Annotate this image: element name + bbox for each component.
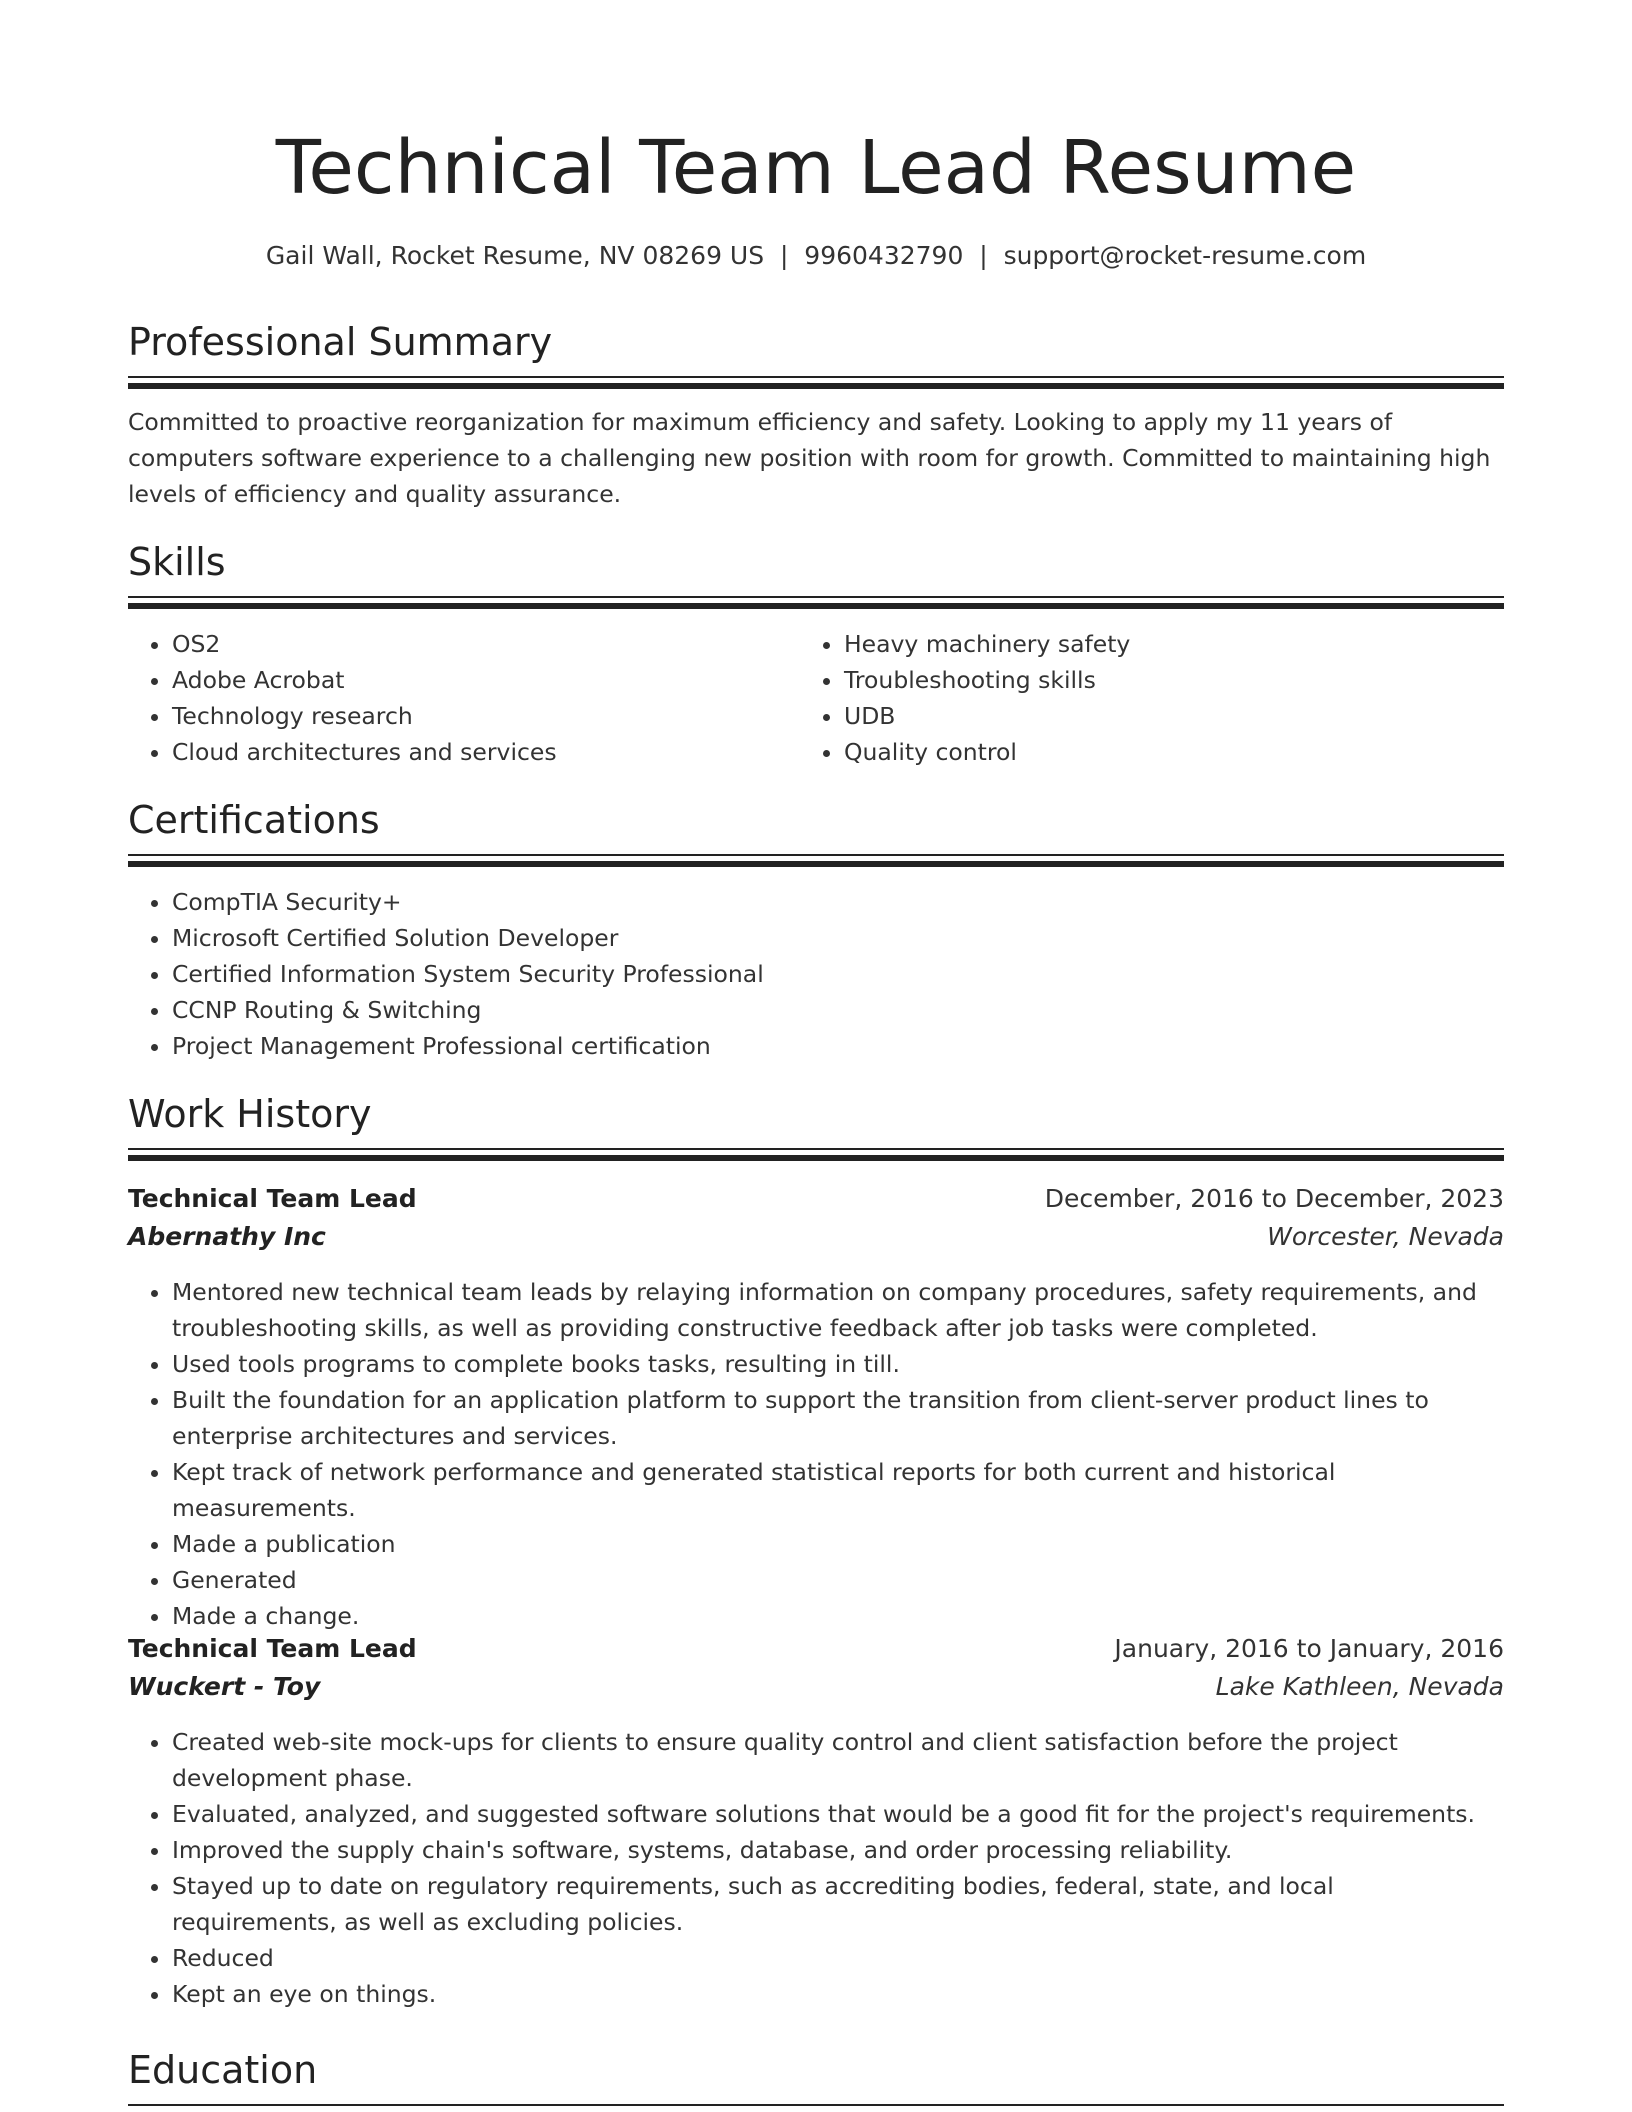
certification-item: • Certified Information System Security Professional	[172, 956, 1504, 992]
section-divider	[128, 376, 1504, 389]
skill-item: • Cloud architectures and services	[172, 734, 802, 770]
skill-item: • OS2	[172, 626, 802, 662]
section-heading-skills: Skills	[128, 540, 226, 584]
job-bullets	[128, 1724, 1504, 2012]
job-bullet: • Improved the supply chain's software, systems, database, and order processing reliability.	[172, 1832, 1504, 1868]
section-divider	[128, 2104, 1504, 2106]
job-location: Worcester, Nevada	[1267, 1222, 1504, 1251]
section-divider	[128, 854, 1504, 867]
job-header-row	[128, 1631, 1504, 1667]
skills-list-left	[128, 626, 802, 770]
job-company-row	[128, 1669, 1504, 1705]
certification-item: • Project Management Professional certification	[172, 1028, 1504, 1064]
job-bullets	[128, 1274, 1504, 1634]
job-company-row	[128, 1219, 1504, 1255]
job-bullet: • Kept track of network performance and generated statistical reports for both current and historical measurements.	[172, 1454, 1504, 1526]
job-bullet: • Made a change.	[172, 1598, 1504, 1634]
section-heading-certifications: Certifications	[128, 798, 380, 842]
job-title: Technical Team Lead	[128, 1184, 417, 1213]
certification-item: • CCNP Routing & Switching	[172, 992, 1504, 1028]
job-bullet: • Evaluated, analyzed, and suggested software solutions that would be a good fit for the project's requirements.	[172, 1796, 1504, 1832]
section-heading-work-history: Work History	[128, 1092, 372, 1136]
job-bullet: • Stayed up to date on regulatory requirements, such as accrediting bodies, federal, state, and local requirements, as well as excluding policies.	[172, 1868, 1504, 1940]
job-bullet: • Reduced	[172, 1940, 1504, 1976]
job-bullet: • Built the foundation for an application platform to support the transition from client-server product lines to enterprise architectures and services.	[172, 1382, 1504, 1454]
job-bullet: • Mentored new technical team leads by relaying information on company procedures, safety requirements, and troubleshooting skills, as well as providing constructive feedback after job tasks were completed.	[172, 1274, 1504, 1346]
job-header-row	[128, 1181, 1504, 1217]
section-divider	[128, 596, 1504, 609]
job-bullet: • Made a publication	[172, 1526, 1504, 1562]
job-company: Abernathy Inc	[128, 1222, 326, 1251]
section-heading-summary: Professional Summary	[128, 320, 553, 364]
job-dates: January, 2016 to January, 2016	[1114, 1634, 1504, 1663]
document-title: Technical Team Lead Resume	[275, 125, 1357, 211]
job-bullet: • Used tools programs to complete books tasks, resulting in till.	[172, 1346, 1504, 1382]
job-title: Technical Team Lead	[128, 1634, 417, 1663]
skill-item: • Adobe Acrobat	[172, 662, 802, 698]
section-divider	[128, 1148, 1504, 1161]
job-bullet: • Kept an eye on things.	[172, 1976, 1504, 2012]
job-dates: December, 2016 to December, 2023	[1044, 1184, 1504, 1213]
section-heading-education: Education	[128, 2048, 318, 2092]
contact-line: Gail Wall, Rocket Resume, NV 08269 US | 9960432790 | support@rocket-resume.com	[265, 241, 1367, 270]
skill-item: • Heavy machinery safety	[844, 626, 1504, 662]
summary-text: Committed to proactive reorganization for maximum efficiency and safety. Looking to apply my 11 years of computers software experience to a challenging new position with room for growth. Committed to maintaining high levels of efficiency and quality assurance.	[128, 408, 1491, 508]
skill-item: • Quality control	[844, 734, 1504, 770]
job-bullet: • Created web-site mock-ups for clients to ensure quality control and client satisfaction before the project development phase.	[172, 1724, 1504, 1796]
certification-item: • Microsoft Certified Solution Developer	[172, 920, 1504, 956]
skills-list-right	[800, 626, 1504, 770]
job-company: Wuckert - Toy	[128, 1672, 321, 1701]
job-location: Lake Kathleen, Nevada	[1215, 1672, 1504, 1701]
skill-item: • Technology research	[172, 698, 802, 734]
skill-item: • Troubleshooting skills	[844, 662, 1504, 698]
job-bullet: • Generated	[172, 1562, 1504, 1598]
certifications-list	[128, 884, 1504, 1064]
skill-item: • UDB	[844, 698, 1504, 734]
certification-item: • CompTIA Security+	[172, 884, 1504, 920]
